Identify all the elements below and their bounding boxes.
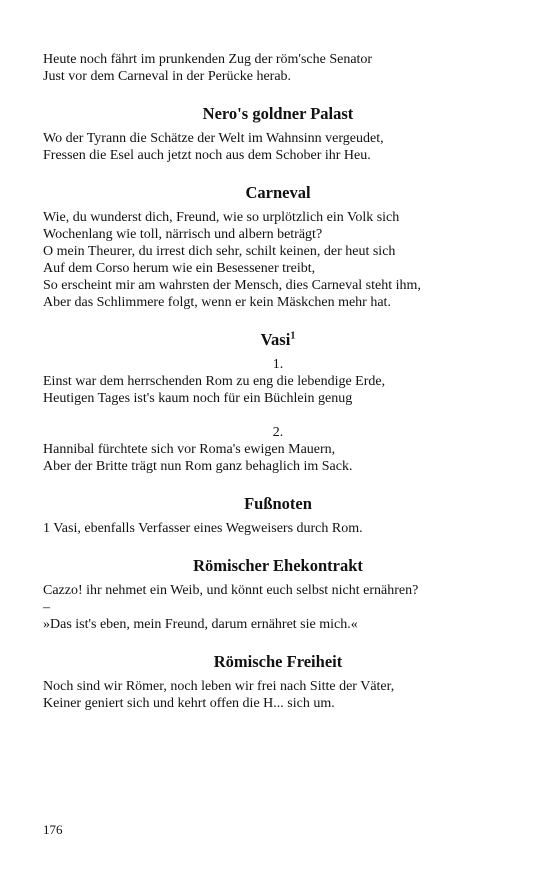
verse-line: Aber das Schlimmere folgt, wenn er kein Mäskchen mehr hat.: [43, 295, 391, 310]
page-number: 176: [43, 822, 63, 837]
section-footnotes: [43, 494, 513, 537]
section-title: Carneval: [245, 183, 311, 202]
verse-line: Einst war dem herrschenden Rom zu eng die lebendige Erde,: [43, 374, 386, 389]
footnote-text: 1 Vasi, ebenfalls Verfasser eines Wegweisers durch Rom.: [43, 521, 363, 536]
section-title-text: Vasi: [260, 330, 291, 349]
dash-line: –: [43, 600, 50, 615]
intro-stanza: [43, 51, 513, 85]
verse-line: Hannibal fürchtete sich vor Roma's ewigen Mauern,: [43, 442, 336, 457]
section-title: Römische Freiheit: [213, 652, 343, 671]
section-carneval: [43, 183, 513, 311]
verse-line: Wie, du wunderst dich, Freund, wie so urplötzlich ein Volk sich: [43, 210, 400, 225]
verse-line: Auf dem Corso herum wie ein Besessener treibt,: [43, 261, 316, 276]
verse-line: Cazzo! ihr nehmet ein Weib, und könnt euch selbst nicht ernähren?: [43, 583, 419, 598]
footnote-mark[interactable]: 1: [290, 330, 296, 342]
verse-line: Heutigen Tages ist's kaum noch für ein Büchlein genug: [43, 391, 353, 406]
verse-line: Wo der Tyrann die Schätze der Welt im Wahnsinn vergeudet,: [43, 131, 384, 146]
verse-line: Aber der Britte trägt nun Rom ganz behaglich im Sack.: [43, 459, 353, 474]
verse-line: Heute noch fährt im prunkenden Zug der röm'sche Senator: [43, 52, 373, 67]
section-title: Römischer Ehekontrakt: [193, 556, 363, 575]
stanza-gap: [43, 407, 513, 424]
verse-line: Keiner geniert sich und kehrt offen die H... sich um.: [43, 696, 335, 711]
section-title: Fußnoten: [244, 494, 312, 513]
section-nero: [43, 104, 513, 164]
section-title: [43, 330, 513, 350]
verse-line: So erscheint mir am wahrsten der Mensch, dies Carneval steht ihm,: [43, 278, 421, 293]
verse-line: Fressen die Esel auch jetzt noch aus dem Schober ihr Heu.: [43, 148, 371, 163]
epigram-number: 2.: [272, 425, 284, 440]
verse-line: Wochenlang wie toll, närrisch und albern beträgt?: [43, 227, 323, 242]
verse-line: »Das ist's eben, mein Freund, darum ernähret sie mich.«: [43, 617, 358, 632]
verse-line: Noch sind wir Römer, noch leben wir frei nach Sitte der Väter,: [43, 679, 395, 694]
page-content: [43, 51, 513, 712]
epigram-number: 1.: [272, 357, 284, 372]
section-vasi: [43, 330, 513, 475]
verse-line: Just vor dem Carneval in der Perücke herab.: [43, 69, 292, 84]
section-freiheit: [43, 652, 513, 712]
section-ehekontrakt: [43, 556, 513, 633]
section-title: Nero's goldner Palast: [202, 104, 354, 123]
verse-line: O mein Theurer, du irrest dich sehr, schilt keinen, der heut sich: [43, 244, 396, 259]
